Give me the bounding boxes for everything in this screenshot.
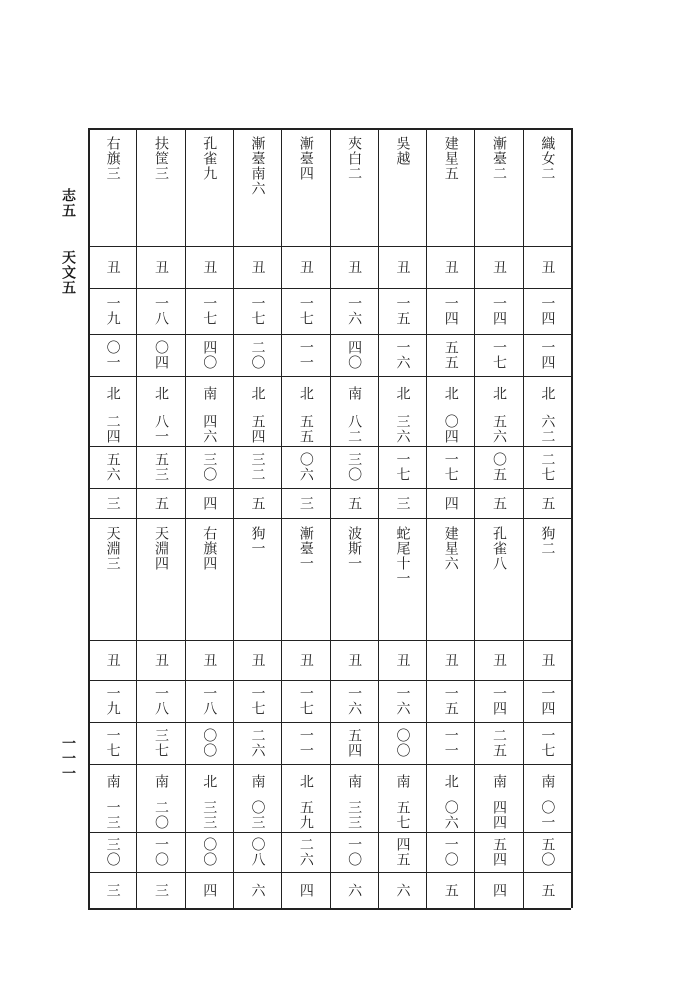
page-number: 一一一	[60, 736, 76, 781]
value-cell: 南	[394, 773, 411, 789]
star-name-text: 夾白二	[346, 136, 363, 181]
star-name-cell: 狗一	[249, 526, 266, 556]
value-cell: 北	[442, 773, 459, 789]
value-cell: 南	[346, 773, 363, 789]
star-name-header	[281, 128, 329, 246]
value-cell: 〇三	[249, 800, 266, 830]
value-cell: 三	[297, 495, 314, 511]
value-cell: 一七	[442, 452, 459, 482]
value-cell: 〇〇	[201, 728, 218, 758]
value-cell: 南	[491, 773, 508, 789]
star-name-cell: 蛇尾十一	[394, 526, 411, 586]
chapter-label: 志五	[60, 188, 76, 218]
value-cell: 北	[297, 773, 314, 789]
value-cell: 一七	[491, 340, 508, 370]
value-cell: 二七	[539, 452, 556, 482]
star-name-cell: 天淵四	[152, 526, 169, 571]
value-cell: 丑	[104, 652, 121, 668]
value-cell: 五五	[297, 413, 314, 444]
value-cell: 〇〇	[201, 837, 218, 867]
star-name-text: 漸臺二	[491, 136, 508, 181]
star-name-header	[88, 128, 136, 246]
value-cell: 六二	[539, 413, 556, 444]
value-cell: 〇六	[297, 452, 314, 482]
value-cell: 一七	[539, 728, 556, 758]
value-cell: 五六	[104, 452, 121, 482]
value-cell: 二〇	[249, 340, 266, 370]
value-cell: 一四	[491, 686, 508, 716]
star-table	[88, 128, 571, 908]
value-cell: 丑	[201, 652, 218, 668]
value-cell: 三	[104, 495, 121, 511]
value-cell: 丑	[152, 652, 169, 668]
value-cell: 北	[442, 386, 459, 401]
star-name-cell: 狗二	[539, 526, 556, 556]
value-cell: 〇一	[539, 800, 556, 830]
value-cell: 五四	[346, 728, 363, 758]
value-cell: 〇五	[491, 452, 508, 482]
value-cell: 五四	[249, 413, 266, 444]
value-cell: 四四	[491, 800, 508, 830]
value-cell: 北	[104, 386, 121, 401]
value-cell: 一七	[297, 296, 314, 326]
star-name-cell: 孔雀八	[491, 526, 508, 571]
value-cell: 一四	[539, 296, 556, 326]
value-cell: 二〇	[152, 800, 169, 830]
value-cell: 四	[201, 495, 218, 511]
value-cell: 丑	[249, 259, 266, 275]
value-cell: 三二	[249, 452, 266, 482]
value-cell: 三〇	[201, 452, 218, 482]
value-cell: 南	[346, 386, 363, 401]
star-name-header	[185, 128, 233, 246]
value-cell: 一八	[152, 686, 169, 716]
value-cell: 二四	[104, 413, 121, 444]
value-cell: 五	[491, 495, 508, 511]
value-cell: 四	[201, 882, 218, 898]
value-cell: 一四	[539, 340, 556, 370]
value-cell: 一六	[346, 296, 363, 326]
value-cell: 一〇	[442, 837, 459, 867]
value-cell: 八一	[152, 413, 169, 444]
value-cell: 三三	[201, 800, 218, 830]
value-cell: 丑	[442, 652, 459, 668]
value-cell: 一七	[249, 686, 266, 716]
value-cell: 丑	[201, 259, 218, 275]
star-name-text: 漸臺四	[297, 136, 314, 181]
value-cell: 一七	[394, 452, 411, 482]
value-cell: 一一	[442, 728, 459, 758]
star-name-text: 建星五	[442, 136, 459, 181]
value-cell: 一五	[442, 686, 459, 716]
value-cell: 二六	[249, 728, 266, 758]
value-cell: 一〇	[152, 837, 169, 867]
value-cell: 四	[297, 882, 314, 898]
star-name-header	[136, 128, 184, 246]
value-cell: 五九	[297, 800, 314, 830]
value-cell: 丑	[152, 259, 169, 275]
value-cell: 一一	[297, 340, 314, 370]
value-cell: 丑	[346, 652, 363, 668]
value-cell: 一七	[104, 728, 121, 758]
star-name-header	[233, 128, 281, 246]
value-cell: 三〇	[104, 837, 121, 867]
star-name-header	[378, 128, 426, 246]
value-cell: 〇六	[442, 800, 459, 830]
star-name-header	[330, 128, 378, 246]
value-cell: 四六	[201, 413, 218, 444]
value-cell: 八二	[346, 413, 363, 444]
value-cell: 一八	[152, 296, 169, 326]
value-cell: 五	[152, 495, 169, 511]
value-cell: 五	[249, 495, 266, 511]
star-name-text: 孔雀九	[201, 136, 218, 181]
value-cell: 丑	[104, 259, 121, 275]
value-cell: 南	[249, 773, 266, 789]
star-name-text: 吳越	[394, 136, 411, 166]
value-cell: 〇四	[442, 413, 459, 444]
value-cell: 丑	[539, 259, 556, 275]
value-cell: 丑	[346, 259, 363, 275]
value-cell: 六	[346, 882, 363, 898]
value-cell: 一七	[297, 686, 314, 716]
star-name-cell: 天淵三	[104, 526, 121, 571]
value-cell: 丑	[394, 652, 411, 668]
value-cell: 五	[346, 495, 363, 511]
star-name-cell: 右旗四	[201, 526, 218, 571]
star-name-text: 織女二	[539, 136, 556, 181]
value-cell: 一六	[346, 686, 363, 716]
star-name-text: 漸臺南六	[249, 136, 266, 196]
value-cell: 一四	[491, 296, 508, 326]
value-cell: 北	[539, 386, 556, 401]
value-cell: 一六	[394, 686, 411, 716]
star-name-header	[474, 128, 522, 246]
star-name-cell: 建星六	[442, 526, 459, 571]
value-cell: 北	[201, 773, 218, 789]
value-cell: 一七	[249, 296, 266, 326]
value-cell: 丑	[297, 259, 314, 275]
value-cell: 五	[539, 495, 556, 511]
value-cell: 四	[491, 882, 508, 898]
star-name-header	[523, 128, 571, 246]
value-cell: 丑	[491, 259, 508, 275]
value-cell: 六	[249, 882, 266, 898]
value-cell: 丑	[394, 259, 411, 275]
value-cell: 五四	[491, 837, 508, 867]
value-cell: 北	[491, 386, 508, 401]
value-cell: 〇〇	[394, 728, 411, 758]
section-label: 天文五	[60, 250, 76, 295]
star-name-text: 扶筐三	[152, 136, 169, 181]
value-cell: 丑	[442, 259, 459, 275]
value-cell: 六	[394, 882, 411, 898]
value-cell: 丑	[539, 652, 556, 668]
value-cell: 南	[104, 773, 121, 789]
value-cell: 五七	[394, 800, 411, 830]
value-cell: 五三	[152, 452, 169, 482]
value-cell: 五六	[491, 413, 508, 444]
value-cell: 丑	[491, 652, 508, 668]
column-line	[571, 128, 573, 908]
value-cell: 南	[201, 386, 218, 401]
value-cell: 五	[539, 882, 556, 898]
value-cell: 五	[442, 882, 459, 898]
value-cell: 一〇	[346, 837, 363, 867]
value-cell: 一九	[104, 686, 121, 716]
star-name-cell: 波斯一	[346, 526, 363, 571]
value-cell: 〇四	[152, 340, 169, 370]
value-cell: 四〇	[346, 340, 363, 370]
value-cell: 三	[104, 882, 121, 898]
value-cell: 三六	[394, 413, 411, 444]
value-cell: 北	[249, 386, 266, 401]
value-cell: 一七	[201, 296, 218, 326]
value-cell: 四〇	[201, 340, 218, 370]
value-cell: 四	[442, 495, 459, 511]
value-cell: 一四	[539, 686, 556, 716]
value-cell: 一四	[442, 296, 459, 326]
value-cell: 北	[394, 386, 411, 401]
value-cell: 三〇	[346, 452, 363, 482]
value-cell: 〇一	[104, 340, 121, 370]
star-name-text: 右旗三	[104, 136, 121, 181]
value-cell: 五〇	[539, 837, 556, 867]
value-cell: 丑	[249, 652, 266, 668]
value-cell: 丑	[297, 652, 314, 668]
value-cell: 一九	[104, 296, 121, 326]
value-cell: 一五	[394, 296, 411, 326]
star-name-cell: 漸臺一	[297, 526, 314, 571]
rule-line	[88, 908, 571, 910]
value-cell: 三七	[152, 728, 169, 758]
value-cell: 北	[297, 386, 314, 401]
value-cell: 三三	[346, 800, 363, 830]
value-cell: 二五	[491, 728, 508, 758]
value-cell: 一八	[201, 686, 218, 716]
star-name-header	[426, 128, 474, 246]
value-cell: 〇八	[249, 837, 266, 867]
value-cell: 五五	[442, 340, 459, 370]
value-cell: 二六	[297, 837, 314, 867]
value-cell: 南	[539, 773, 556, 789]
value-cell: 三	[152, 882, 169, 898]
value-cell: 三	[394, 495, 411, 511]
value-cell: 南	[152, 773, 169, 789]
value-cell: 一六	[394, 340, 411, 370]
value-cell: 一三	[104, 800, 121, 830]
value-cell: 一一	[297, 728, 314, 758]
value-cell: 四五	[394, 837, 411, 867]
value-cell: 北	[152, 386, 169, 401]
